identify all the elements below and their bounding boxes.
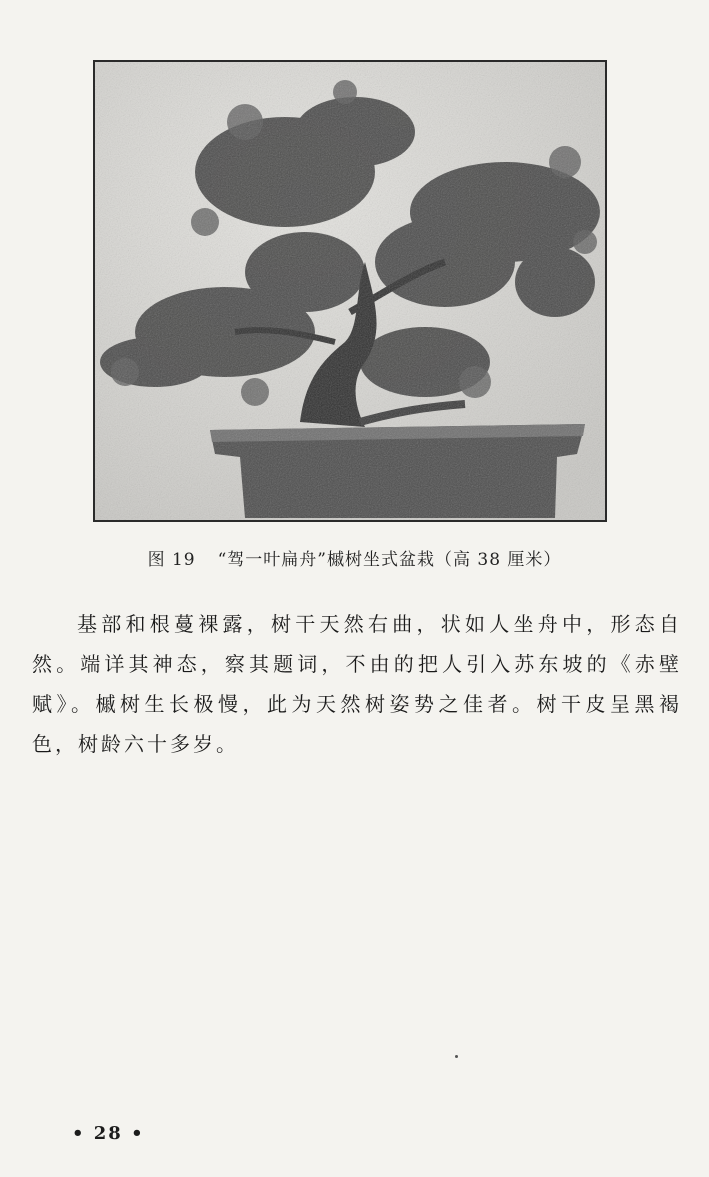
page-number: • 28 • <box>72 1123 145 1144</box>
print-speck <box>455 1055 458 1058</box>
bonsai-photo <box>93 60 607 522</box>
figure-caption <box>0 545 709 570</box>
figure-title: “驾一叶扁舟”槭树坐式盆栽（高 38 厘米） <box>217 550 562 570</box>
body-text <box>32 604 682 764</box>
bonsai-maple-image <box>95 62 605 520</box>
figure-number: 图 19 <box>147 550 196 570</box>
body-paragraph: 基部和根蔓裸露，树干天然右曲，状如人坐舟中，形态自然。端详其神态，察其题词，不由的把人引入苏东坡的《赤壁赋》。槭树生长极慢，此为天然树姿势之佳者。树干皮呈黑褐色，树龄六十多岁。 <box>32 612 682 756</box>
